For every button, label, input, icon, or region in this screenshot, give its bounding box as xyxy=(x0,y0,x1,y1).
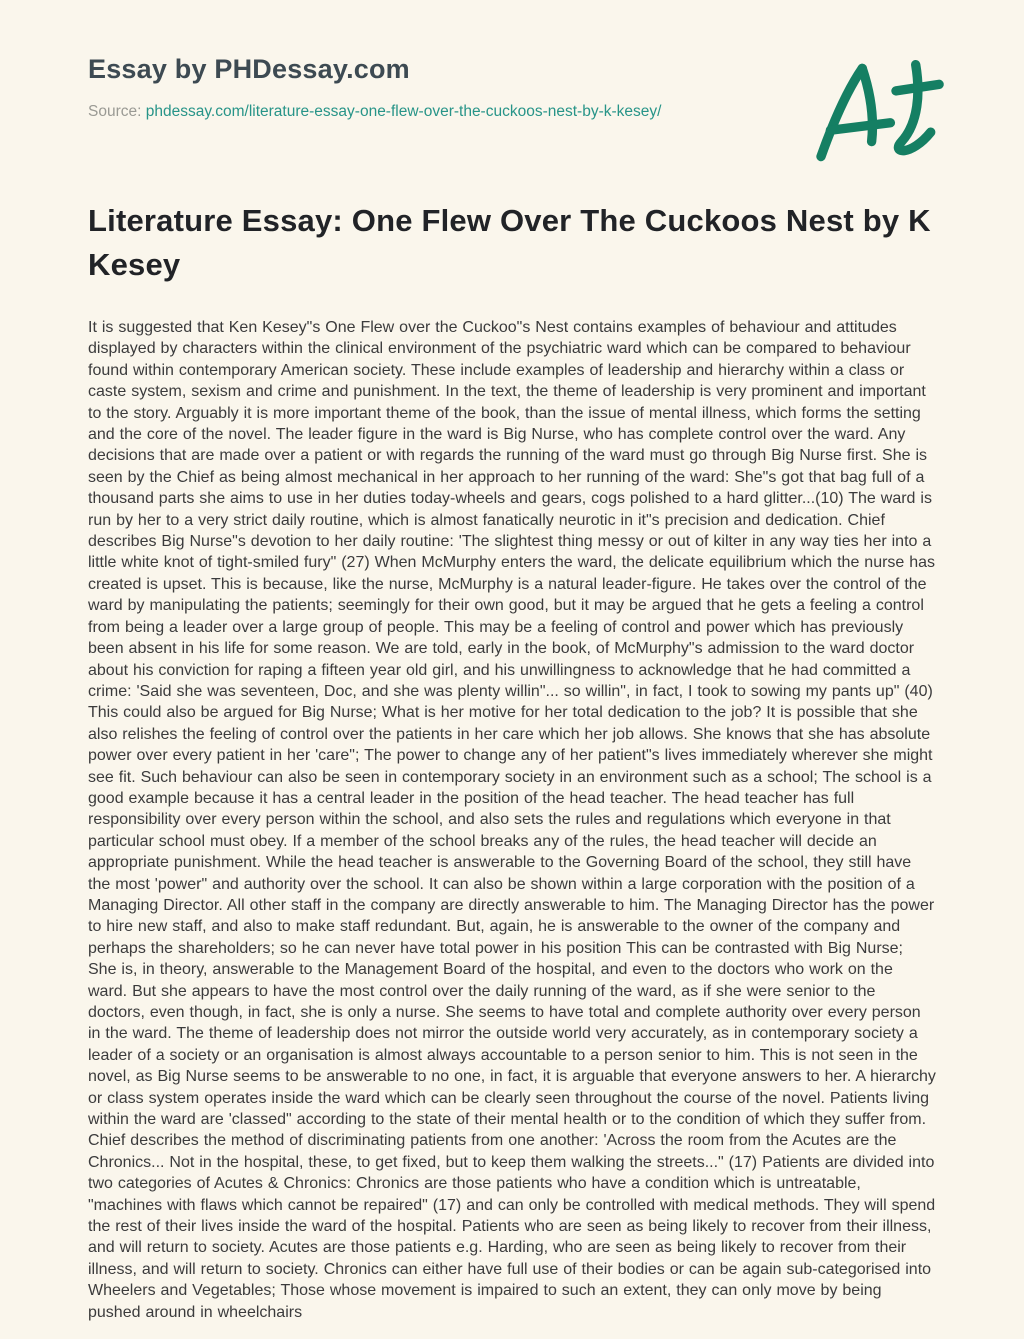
essay-body-text: It is suggested that Ken Kesey"s One Flew over the Cuckoo"s Nest contains examples of behaviour and attitudes displayed by characters within the clinical environment of the psychiatric ward which can be compared to behaviour found within contemporary American society. These include examples of leadership and hierarchy within a class or caste system, sexism and crime and punishment. In the text, the theme of leadership is very prominent and important to the story. Arguably it is more important theme of the book, than the issue of mental illness, which forms the setting and the core of the novel. The leader figure in the ward is Big Nurse, who has complete control over the ward. Any decisions that are made over a patient or with regards the running of the ward must go through Big Nurse first. She is seen by the Chief as being almost mechanical in her approach to her running of the ward: She"s got that bag full of a thousand parts she aims to use in her duties today-wheels and gears, cogs polished to a hard glitter...(10) The ward is run by her to a very strict daily routine, which is almost fanatically neurotic in it"s precision and dedication. Chief describes Big Nurse"s devotion to her daily routine: 'The slightest thing messy or out of kilter in any way ties her into a little white knot of tight-smiled fury" (27) When McMurphy enters the ward, the delicate equilibrium which the nurse has created is upset. This is because, like the nurse, McMurphy is a natural leader-figure. He takes over the control of the ward by manipulating the patients; seemingly for their own good, but it may be argued that he gets a feeling a control from being a leader over a large group of people. This may be a feeling of control and power which has previously been absent in his life for some reason. We are told, early in the book, of McMurphy"s admission to the ward doctor about his conviction for raping a fifteen year old girl, and his unwillingness to acknowledge that he had committed a crime: 'Said she was seventeen, Doc, and she was plenty willin"... so willin", in fact, I took to sowing my pants up" (40) This could also be argued for Big Nurse; What is her motive for her total dedication to the job? It is possible that she also relishes the feeling of control over the patients in her care which her job allows. She knows that she has absolute power over every patient in her 'care"; The power to change any of her patient"s lives immediately wherever she might see fit. Such behaviour can also be seen in contemporary society in an environment such as a school; The school is a good example because it has a central leader in the position of the head teacher. The head teacher has full responsibility over every person within the school, and also sets the rules and regulations which everyone in that particular school must obey. If a member of the school breaks any of the rules, the head teacher will decide an appropriate punishment. While the head teacher is answerable to the Governing Board of the school, they still have the most 'power" and authority over the school. It can also be shown within a large corporation with the position of a Managing Director. All other staff in the company are directly answerable to him. The Managing Director has the power to hire new staff, and also to make staff redundant. But, again, he is answerable to the owner of the company and perhaps the shareholders; so he can never have total power in his position This can be contrasted with Big Nurse; She is, in theory, answerable to the Management Board of the hospital, and even to the doctors who work on the ward. But she appears to have the most control over the daily running of the ward, as if she were senior to the doctors, even though, in fact, she is only a nurse. She seems to have total and complete authority over every person in the ward. The theme of leadership does not mirror the outside world very accurately, as in contemporary society a leader of a society or an organisation is almost always accountable to a person senior to him. This is not seen in the novel, as Big Nurse seems to be answerable to no one, in fact, it is arguable that everyone answers to her. A hierarchy or class system operates inside the ward which can be clearly seen throughout the course of the novel. Patients living within the ward are 'classed" according to the state of their mental health or to the condition of which they suffer from. Chief describes the method of discriminating patients from one another: 'Across the room from the Acutes are the Chronics... Not in the hospital, these, to get fixed, but to keep them walking the streets..." (17) Patients are divided into two categories of Acutes & Chronics: Chronics are those patients who have a condition which is untreatable, "machines with flaws which cannot be repaired" (17) and can only be controlled with medical methods. They will spend the rest of their lives inside the ward of the hospital. Patients who are seen as being likely to recover from their illness, and will return to society. Acutes are those patients e.g. Harding, who are seen as being likely to recover from their illness, and will return to society. Chronics can either have full use of their bodies or can be again sub-categorised into Wheelers and Vegetables; Those whose movement is impaired to such an extent, they can only move by being pushed around in wheelchairs xyxy=(88,319,936,1321)
site-header-title: Essay by PHDessay.com xyxy=(88,54,410,84)
essay-title: Literature Essay: One Flew Over The Cuckoos Nest by K Kesey xyxy=(88,203,931,282)
source-label: Source: xyxy=(88,103,142,120)
source-url-link[interactable]: phdessay.com/literature-essay-one-flew-over-the-cuckoos-nest-by-k-kesey/ xyxy=(145,103,662,120)
a-plus-logo-icon xyxy=(806,52,956,172)
site-header xyxy=(88,54,936,121)
